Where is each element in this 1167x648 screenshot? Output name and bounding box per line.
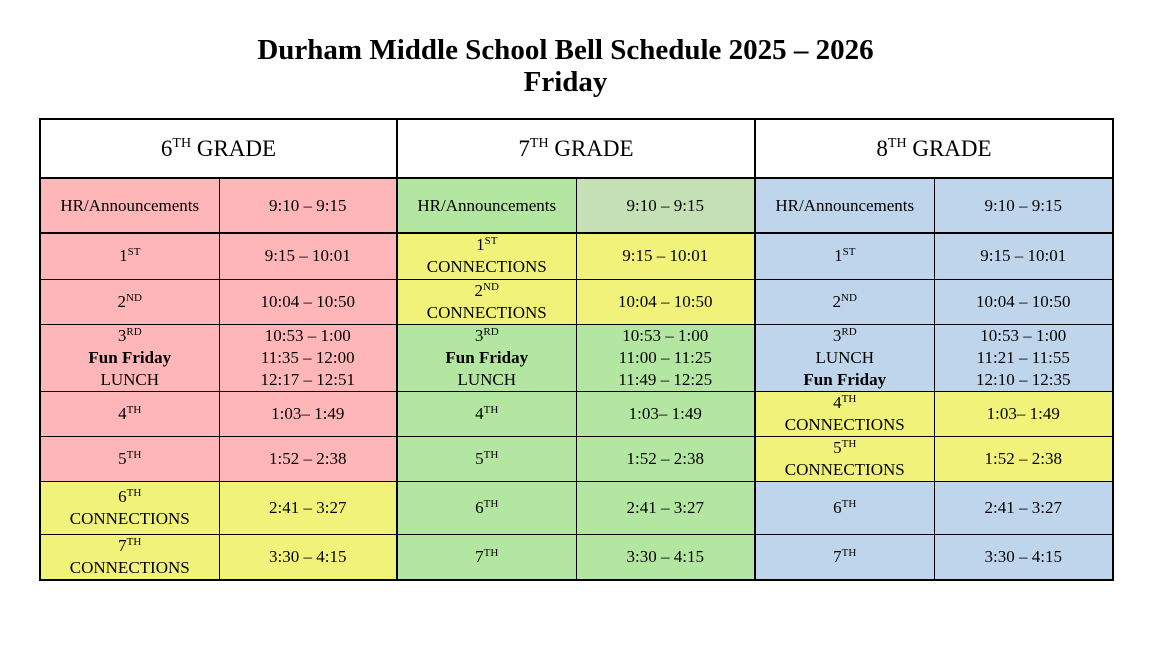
schedule-row: [40, 279, 1113, 324]
7th-grade-time-cell: [576, 324, 755, 391]
8th-grade-time-cell: [934, 279, 1113, 324]
period-number: 3: [117, 325, 127, 345]
8th-grade-header: [755, 119, 1113, 178]
time-range: 3:30 – 4:15: [269, 546, 347, 566]
schedule-row: [40, 324, 1113, 391]
6th-grade-time-cell: [219, 279, 397, 324]
time-range: 1:03– 1:49: [628, 403, 702, 423]
8th-grade-period-cell: [755, 481, 934, 534]
connections-label: CONNECTIONS: [69, 508, 190, 528]
period-ordinal: [398, 234, 576, 256]
time-range: 9:15 – 10:01: [622, 246, 709, 266]
6th-grade-period-cell: [40, 481, 219, 534]
period-ordinal: [756, 291, 934, 313]
period-ordinal: [41, 535, 219, 557]
title-line-2: Friday: [523, 66, 608, 98]
period-ordinal: [41, 245, 219, 267]
8th-grade-period-cell: [755, 534, 934, 580]
7th-grade-period-cell: [397, 481, 576, 534]
period-ordinal: [398, 497, 576, 519]
period-ordinal: [41, 448, 219, 470]
7th-grade-time-cell: [576, 436, 755, 481]
time-range: 1:52 – 2:38: [626, 448, 704, 468]
grade-label: GRADE: [554, 135, 634, 161]
time-range: 10:04 – 10:50: [976, 291, 1071, 311]
grade-label: GRADE: [196, 135, 277, 161]
7th-grade-period-cell: [397, 534, 576, 580]
period-ordinal-suffix: ND: [841, 291, 857, 304]
grade-ordinal-suffix: TH: [529, 135, 549, 151]
period-ordinal-suffix: TH: [126, 403, 142, 416]
schedule-row: [40, 391, 1113, 436]
7th-grade-time-cell: [576, 534, 755, 580]
8th-grade-period-cell: [755, 233, 934, 279]
7th-grade-period-cell: [397, 324, 576, 391]
7th-grade-time-cell: [576, 391, 755, 436]
connections-label: CONNECTIONS: [426, 302, 547, 322]
6th-grade-period-cell: [40, 178, 219, 233]
period-ordinal-suffix: RD: [126, 325, 142, 338]
6th-grade-period-cell: [40, 436, 219, 481]
period-number: 1: [119, 246, 128, 266]
period-ordinal-suffix: TH: [483, 497, 499, 510]
period-number: 4: [475, 403, 484, 423]
6th-grade-period-cell: [40, 534, 219, 580]
period-number: 1: [476, 235, 485, 255]
title-line-1: Durham Middle School Bell Schedule 2025 – 2026: [257, 34, 874, 66]
time-range: 10:53 – 1:00: [980, 325, 1067, 345]
period-number: 5: [475, 448, 484, 468]
time-range: 11:21 – 11:55: [976, 347, 1070, 367]
period-number: 2: [832, 291, 842, 311]
time-range: 10:04 – 10:50: [260, 291, 355, 311]
period-ordinal-suffix: ST: [484, 235, 498, 248]
connections-label: CONNECTIONS: [426, 257, 547, 277]
period-ordinal-suffix: TH: [841, 497, 857, 510]
7th-grade-period-cell: [397, 233, 576, 279]
period-number: 7: [833, 546, 842, 566]
7th-grade-period-cell: [397, 178, 576, 233]
time-range: 11:35 – 12:00: [260, 347, 355, 367]
period-ordinal-suffix: TH: [483, 448, 499, 461]
period-ordinal: [398, 325, 576, 347]
connections-label: CONNECTIONS: [784, 414, 905, 434]
grade-number: 7: [518, 135, 530, 161]
time-range: 11:49 – 12:25: [618, 369, 713, 389]
7th-grade-time-cell: [576, 178, 755, 233]
lunch-label: LUNCH: [100, 369, 160, 389]
time-range: 1:03– 1:49: [271, 403, 345, 423]
time-range: 10:53 – 1:00: [622, 325, 709, 345]
period-ordinal-suffix: ND: [483, 280, 499, 293]
period-ordinal: [756, 546, 934, 568]
time-range: 12:10 – 12:35: [976, 369, 1071, 389]
period-ordinal: [398, 280, 576, 302]
time-range: 10:53 – 1:00: [264, 325, 351, 345]
period-ordinal: [398, 403, 576, 425]
6th-grade-period-cell: [40, 324, 219, 391]
period-number: 2: [117, 291, 127, 311]
7th-grade-time-cell: [576, 279, 755, 324]
7th-grade-time-cell: [576, 233, 755, 279]
period-ordinal: [398, 546, 576, 568]
period-ordinal: [756, 497, 934, 519]
grade-number: 6: [160, 135, 173, 161]
period-ordinal-suffix: TH: [126, 535, 142, 548]
period-number: 5: [118, 448, 127, 468]
grade-header-row: [40, 119, 1113, 178]
8th-grade-period-cell: [755, 279, 934, 324]
time-range: 1:52 – 2:38: [984, 448, 1062, 468]
time-range: 9:10 – 9:15: [984, 195, 1062, 215]
period-label: HR/Announcements: [775, 195, 915, 215]
6th-grade-period-cell: [40, 391, 219, 436]
period-number: 6: [475, 497, 484, 517]
6th-grade-period-cell: [40, 233, 219, 279]
schedule-row: [40, 233, 1113, 279]
period-ordinal-suffix: TH: [483, 403, 499, 416]
period-number: 7: [118, 535, 127, 555]
period-number: 3: [474, 325, 484, 345]
period-ordinal: [756, 245, 934, 267]
grade-ordinal-suffix: TH: [887, 135, 907, 151]
6th-grade-header: [40, 119, 397, 178]
period-number: 4: [833, 392, 842, 412]
connections-label: CONNECTIONS: [69, 557, 190, 577]
time-range: 9:15 – 10:01: [980, 246, 1067, 266]
connections-label: CONNECTIONS: [784, 459, 905, 479]
period-number: 2: [474, 280, 484, 300]
period-label: HR/Announcements: [60, 195, 200, 215]
period-number: 3: [832, 325, 842, 345]
period-ordinal: [41, 486, 219, 508]
schedule-title: [0, 34, 1131, 98]
bell-schedule-table: [39, 118, 1114, 581]
8th-grade-time-cell: [934, 534, 1113, 580]
period-number: 4: [118, 403, 127, 423]
8th-grade-time-cell: [934, 324, 1113, 391]
6th-grade-time-cell: [219, 436, 397, 481]
schedule-row: [40, 534, 1113, 580]
6th-grade-time-cell: [219, 233, 397, 279]
period-ordinal: [756, 437, 934, 459]
lunch-label: LUNCH: [457, 369, 517, 389]
8th-grade-period-cell: [755, 324, 934, 391]
7th-grade-period-cell: [397, 279, 576, 324]
6th-grade-period-cell: [40, 279, 219, 324]
6th-grade-time-cell: [219, 324, 397, 391]
period-ordinal-suffix: ST: [842, 246, 856, 259]
7th-grade-period-cell: [397, 391, 576, 436]
period-ordinal-suffix: ST: [127, 246, 141, 259]
period-ordinal-suffix: TH: [126, 486, 142, 499]
7th-grade-period-cell: [397, 436, 576, 481]
period-ordinal-suffix: RD: [841, 325, 857, 338]
time-range: 2:41 – 3:27: [626, 497, 704, 517]
period-ordinal-suffix: RD: [483, 325, 499, 338]
period-ordinal: [41, 403, 219, 425]
time-range: 9:10 – 9:15: [626, 195, 704, 215]
fun-friday-label: Fun Friday: [803, 369, 887, 389]
time-range: 11:00 – 11:25: [618, 347, 712, 367]
time-range: 2:41 – 3:27: [269, 497, 347, 517]
time-range: 1:52 – 2:38: [269, 448, 347, 468]
time-range: 9:15 – 10:01: [264, 246, 351, 266]
schedule-row: [40, 178, 1113, 233]
fun-friday-label: Fun Friday: [445, 347, 529, 367]
period-ordinal: [756, 325, 934, 347]
6th-grade-time-cell: [219, 178, 397, 233]
time-range: 3:30 – 4:15: [984, 546, 1062, 566]
time-range: 1:03– 1:49: [986, 403, 1060, 423]
period-ordinal-suffix: ND: [126, 291, 142, 304]
period-ordinal-suffix: TH: [126, 448, 142, 461]
8th-grade-time-cell: [934, 436, 1113, 481]
7th-grade-time-cell: [576, 481, 755, 534]
time-range: 10:04 – 10:50: [618, 291, 713, 311]
time-range: 9:10 – 9:15: [269, 195, 347, 215]
period-number: 6: [833, 497, 842, 517]
6th-grade-time-cell: [219, 391, 397, 436]
time-range: 12:17 – 12:51: [260, 369, 355, 389]
period-number: 6: [118, 486, 127, 506]
period-ordinal: [398, 448, 576, 470]
lunch-label: LUNCH: [815, 347, 875, 367]
grade-label: GRADE: [912, 135, 992, 161]
time-range: 2:41 – 3:27: [984, 497, 1062, 517]
schedule-row: [40, 436, 1113, 481]
grade-number: 8: [876, 135, 888, 161]
8th-grade-period-cell: [755, 391, 934, 436]
period-ordinal-suffix: TH: [483, 546, 499, 559]
period-ordinal-suffix: TH: [841, 392, 857, 405]
8th-grade-time-cell: [934, 178, 1113, 233]
fun-friday-label: Fun Friday: [88, 347, 172, 367]
period-number: 5: [833, 437, 842, 457]
period-number: 1: [834, 246, 843, 266]
schedule-row: [40, 481, 1113, 534]
period-label: HR/Announcements: [417, 195, 557, 215]
8th-grade-period-cell: [755, 436, 934, 481]
period-ordinal: [41, 325, 219, 347]
period-ordinal-suffix: TH: [841, 437, 857, 450]
period-ordinal-suffix: TH: [841, 546, 857, 559]
period-number: 7: [475, 546, 484, 566]
8th-grade-time-cell: [934, 233, 1113, 279]
8th-grade-time-cell: [934, 481, 1113, 534]
8th-grade-time-cell: [934, 391, 1113, 436]
6th-grade-time-cell: [219, 534, 397, 580]
6th-grade-time-cell: [219, 481, 397, 534]
period-ordinal: [756, 392, 934, 414]
period-ordinal: [41, 291, 219, 313]
7th-grade-header: [397, 119, 755, 178]
8th-grade-period-cell: [755, 178, 934, 233]
time-range: 3:30 – 4:15: [626, 546, 704, 566]
grade-ordinal-suffix: TH: [172, 135, 192, 151]
